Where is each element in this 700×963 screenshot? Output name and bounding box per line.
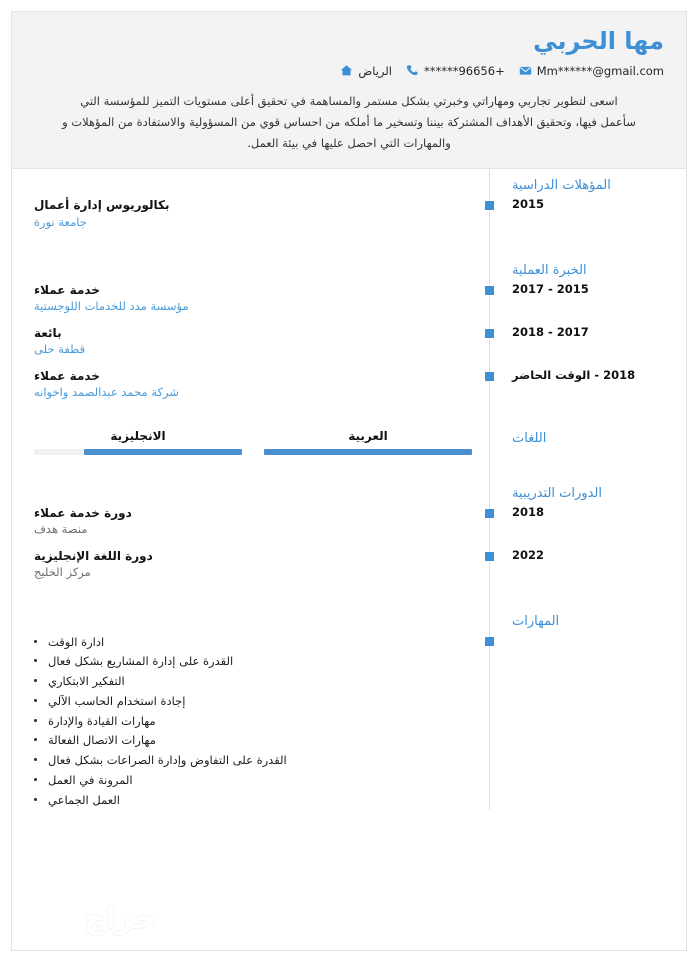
- experience-company: قطفة حلى: [34, 342, 86, 357]
- phone-icon: [406, 64, 419, 77]
- section-title-skills: المهارات: [512, 613, 560, 629]
- contact-location-text: الرياض: [358, 63, 392, 78]
- course-entry: [12, 548, 686, 581]
- skill-text: مهارات القيادة والإدارة: [48, 713, 156, 728]
- contact-phone[interactable]: [406, 64, 505, 78]
- bullet-icon: [34, 778, 37, 781]
- bullet-icon: [34, 659, 37, 662]
- education-institution: جامعة نورة: [34, 214, 87, 229]
- skill-text: القدرة على إدارة المشاريع بشكل فعال: [48, 654, 234, 669]
- list-item: [34, 652, 472, 672]
- timeline-marker: [485, 637, 494, 646]
- experience-entry: [12, 282, 686, 315]
- skill-text: ادارة الوقت: [48, 634, 105, 649]
- list-item: [34, 731, 472, 751]
- section-education: [12, 169, 686, 230]
- course-date: 2018: [512, 504, 545, 519]
- language-level-fill: [84, 449, 242, 455]
- language-label: العربية: [348, 428, 388, 443]
- education-degree: بكالوريوس إدارة أعمال: [34, 198, 170, 213]
- experience-company: مؤسسة مدد للخدمات اللوجستية: [34, 299, 189, 314]
- education-date: 2015: [512, 197, 545, 212]
- watermark: [45, 900, 195, 938]
- experience-company: شركة محمد عبدالصمد واخوانه: [34, 385, 179, 400]
- skill-text: إجادة استخدام الحاسب الآلي: [48, 693, 186, 708]
- course-date: 2022: [512, 547, 545, 562]
- experience-date: 2015 - 2017: [512, 282, 589, 297]
- skill-text: القدرة على التفاوض وإدارة الصراعات بشكل فعال: [48, 753, 287, 768]
- skill-text: التفكير الابتكاري: [48, 674, 125, 689]
- timeline-marker: [485, 372, 494, 381]
- course-title: دورة خدمة عملاء: [34, 505, 132, 520]
- language-level-fill: [264, 449, 472, 455]
- list-item: [34, 692, 472, 712]
- course-title: دورة اللغة الإنجليزية: [34, 548, 153, 563]
- skill-text: مهارات الاتصال الفعالة: [48, 733, 156, 748]
- language-item-arabic: [264, 429, 472, 455]
- bullet-icon: [34, 738, 37, 741]
- contact-email[interactable]: [519, 64, 664, 78]
- bullet-icon: [34, 758, 37, 761]
- profile-summary: اسعى لتطوير تجاربي ومهاراتي وخبرتي بشكل مستمر والمساهمة في تحقيق أعلى مستويات التميز للمؤسسة التي سأعمل فيها، وتحقيق الأهداف المشتركة بيننا وتسخير ما أملكه من احساس قوي من المسؤولية والاستفادة من المؤهلات و والمهارات التي احصل عليها في بيئة العمل.: [62, 93, 636, 151]
- home-icon: [340, 64, 353, 77]
- envelope-icon: [519, 64, 532, 77]
- list-item: [34, 791, 472, 811]
- resume-header: [12, 12, 686, 169]
- language-level-track: [34, 449, 242, 455]
- contact-location[interactable]: [340, 64, 392, 78]
- course-provider: مركز الخليج: [34, 564, 91, 579]
- list-item: [34, 633, 472, 653]
- watermark-text: حراج: [83, 901, 157, 936]
- timeline-marker: [485, 201, 494, 210]
- page-title: مها الحربي: [533, 27, 664, 55]
- language-level-track: [264, 449, 472, 455]
- skill-text: العمل الجماعي: [48, 792, 120, 807]
- contact-phone-text: +96656******: [423, 63, 505, 78]
- resume-body: [12, 169, 686, 810]
- education-entry: [12, 197, 686, 230]
- section-skills: [12, 605, 686, 811]
- experience-entry: [12, 325, 686, 358]
- timeline-marker: [485, 509, 494, 518]
- course-entry: [12, 505, 686, 538]
- section-title-experience: الخبرة العملية: [512, 263, 587, 279]
- skill-text: المرونة في العمل: [48, 772, 133, 787]
- timeline-marker: [485, 329, 494, 338]
- bullet-icon: [34, 699, 37, 702]
- contact-row: [34, 64, 664, 78]
- experience-date: 2017 - 2018: [512, 325, 589, 340]
- resume-page: [11, 11, 687, 951]
- bullet-icon: [34, 719, 37, 722]
- list-item: [34, 771, 472, 791]
- timeline-marker: [485, 286, 494, 295]
- experience-role: بائعة: [34, 326, 62, 341]
- section-title-languages: اللغات: [512, 430, 547, 446]
- list-item: [34, 751, 472, 771]
- list-item: [34, 672, 472, 692]
- experience-role: خدمة عملاء: [34, 283, 100, 298]
- bullet-icon: [34, 640, 37, 643]
- list-item: [34, 712, 472, 732]
- section-title-courses: الدورات التدريبية: [512, 485, 602, 501]
- language-item-english: [34, 429, 242, 455]
- skills-list: [34, 633, 472, 811]
- skills-entry: [12, 633, 686, 811]
- experience-role: خدمة عملاء: [34, 368, 100, 383]
- course-provider: منصة هدف: [34, 522, 88, 537]
- section-languages: [12, 423, 686, 455]
- experience-date: 2018 - الوقت الحاضر: [512, 367, 636, 382]
- language-label: الانجليزية: [110, 428, 166, 443]
- section-title-education: المؤهلات الدراسية: [512, 178, 611, 194]
- section-experience: [12, 254, 686, 401]
- bullet-icon: [34, 798, 37, 801]
- contact-email-text: Mm******@gmail.com: [536, 63, 664, 78]
- section-courses: [12, 477, 686, 581]
- experience-entry: [12, 368, 686, 401]
- bullet-icon: [34, 679, 37, 682]
- timeline-marker: [485, 552, 494, 561]
